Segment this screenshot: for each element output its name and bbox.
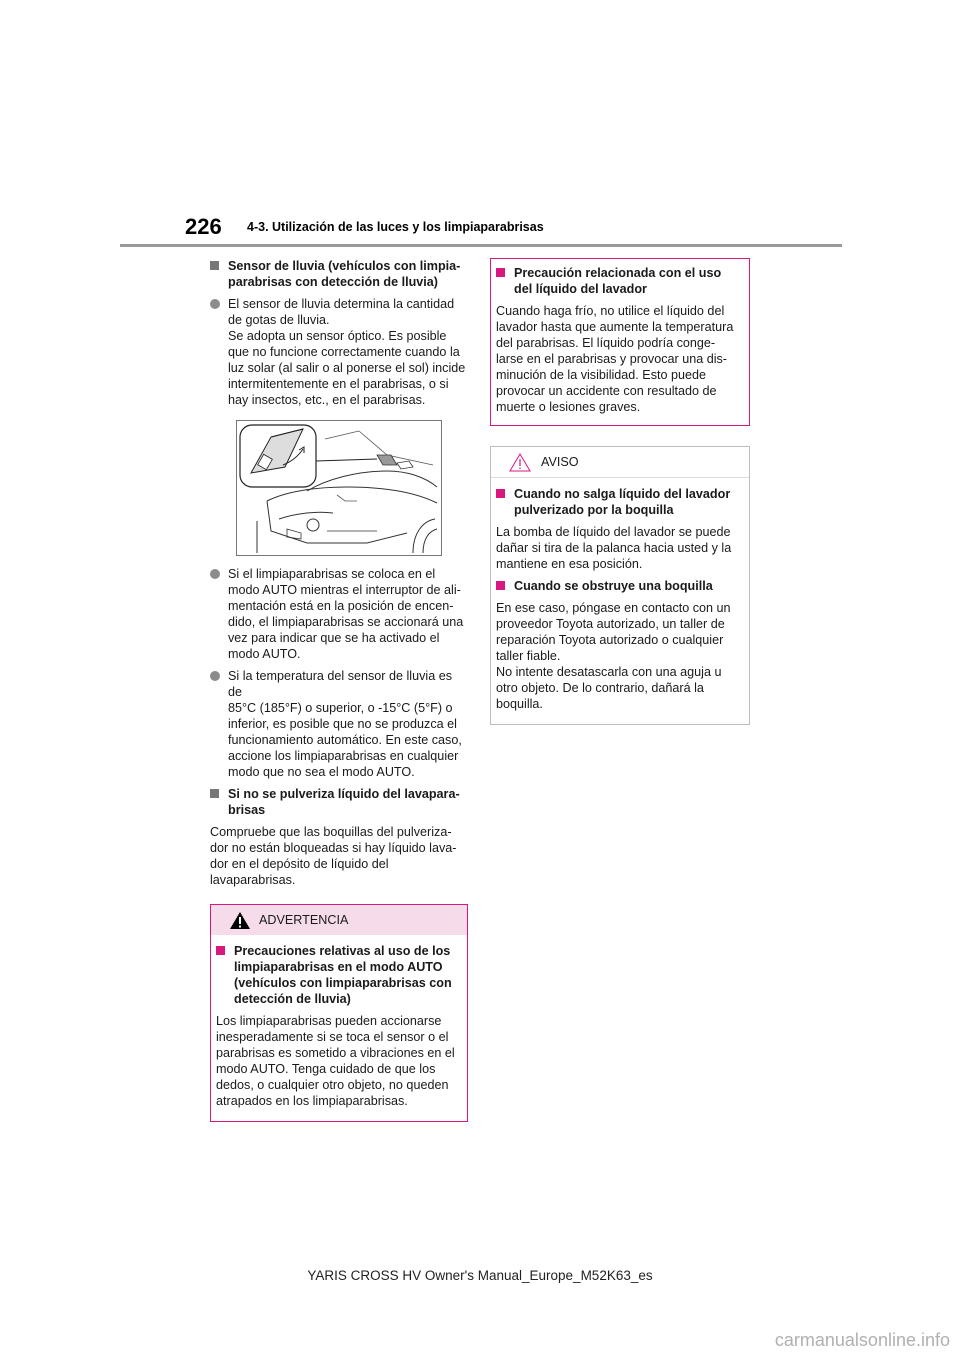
notice-text-1: La bomba de líquido del lavador se puede dañar si tira de la palanca hacia usted y la mantiene en esa posición. <box>496 525 732 571</box>
car-windshield-sensor-illustration <box>237 421 441 555</box>
precaution-heading: Precaución relacionada con el uso del líquido del lavador <box>496 265 744 297</box>
square-bullet-icon <box>496 489 505 498</box>
warning-box <box>210 904 468 1122</box>
square-bullet-icon <box>496 268 505 277</box>
warning-triangle-icon <box>229 911 251 930</box>
rain-sensor-heading: Sensor de lluvia (vehículos con limpia- parabrisas con detección de lluvia) <box>210 258 468 290</box>
warning-text: Los limpiaparabrisas pueden accionarse inesperadamente si se toca el sensor o el parabrisas es sometido a vibraciones en el modo AUTO. Tenga cuidado de que los dedos, o cualquier otro objeto, no queden atrapados en los limpiaparabrisas. <box>216 1014 455 1108</box>
precaution-box <box>490 258 750 426</box>
caution-triangle-icon <box>509 453 531 472</box>
no-spray-heading: Si no se pulveriza líquido del lavapara- brisas <box>210 786 468 818</box>
page-number: 226 <box>185 214 222 239</box>
rain-sensor-bullet-3: Si la temperatura del sensor de lluvia es de 85°C (185°F) o superior, o -15°C (5°F) o inferior, es posible que no se produzca el funcionamiento automático. En este caso, accione los limpiaparabrisas en cualquier modo que no sea el modo AUTO. <box>210 668 468 780</box>
notice-heading-1: Cuando no salga líquido del lavador pulverizado por la boquilla <box>496 486 744 518</box>
notice-heading-2: Cuando se obstruye una boquilla <box>496 578 744 594</box>
rain-sensor-bullet-1: El sensor de lluvia determina la cantidad de gotas de lluvia. Se adopta un sensor óptico. Es posible que no funcione correctamente cuando la luz solar (al salir o al ponerse el sol) incide intermitentemente en el parabrisas, o si hay insectos, etc., en el parabrisas. <box>210 296 468 408</box>
circle-bullet-icon <box>210 299 220 309</box>
square-bullet-icon <box>216 946 225 955</box>
precaution-text: Cuando haga frío, no utilice el líquido del lavador hasta que aumente la temperatura del parabrisas. El líquido podría conge- larse en el parabrisas y provocar una dis- minución de la visibilidad. Esto puede provocar un accidente con resultado de muerte o lesiones graves. <box>496 304 734 414</box>
notice-title: AVISO <box>541 455 579 469</box>
watermark: carmanualsonline.info <box>774 1330 950 1350</box>
rain-sensor-bullet-2: Si el limpiaparabrisas se coloca en el modo AUTO mientras el interruptor de ali- mentación está en la posición de encen- dido, el limpiaparabrisas se accionará una vez para indicar que se ha activado el modo AUTO. <box>210 566 468 662</box>
left-column <box>210 258 468 1122</box>
notice-box <box>490 446 750 725</box>
document-footer: YARIS CROSS HV Owner's Manual_Europe_M52K63_es <box>307 1268 653 1283</box>
circle-bullet-icon <box>210 569 220 579</box>
notice-title-bar <box>491 447 749 478</box>
square-bullet-icon <box>210 261 219 270</box>
right-column <box>490 258 750 725</box>
warning-heading: Precauciones relativas al uso de los limpiaparabrisas en el modo AUTO (vehículos con limpiaparabrisas con detección de lluvia) <box>216 943 462 1007</box>
square-bullet-icon <box>210 789 219 798</box>
section-title: 4-3. Utilización de las luces y los limpiaparabrisas <box>247 220 544 234</box>
no-spray-text: Compruebe que las boquillas del pulveriza- dor no están bloqueadas si hay líquido lava- dor en el depósito de líquido del lavaparabrisas. <box>210 825 457 887</box>
warning-title-bar <box>211 905 467 935</box>
warning-title: ADVERTENCIA <box>259 913 349 927</box>
square-bullet-icon <box>496 581 505 590</box>
rain-sensor-illustration <box>236 420 442 556</box>
circle-bullet-icon <box>210 671 220 681</box>
header-divider <box>120 244 842 247</box>
notice-text-2: En ese caso, póngase en contacto con un proveedor Toyota autorizado, un taller de reparación Toyota autorizado o cualquier taller fiable. No intente desatascarla con una aguja u otro objeto. De lo contrario, dañará la boquilla. <box>496 601 731 711</box>
